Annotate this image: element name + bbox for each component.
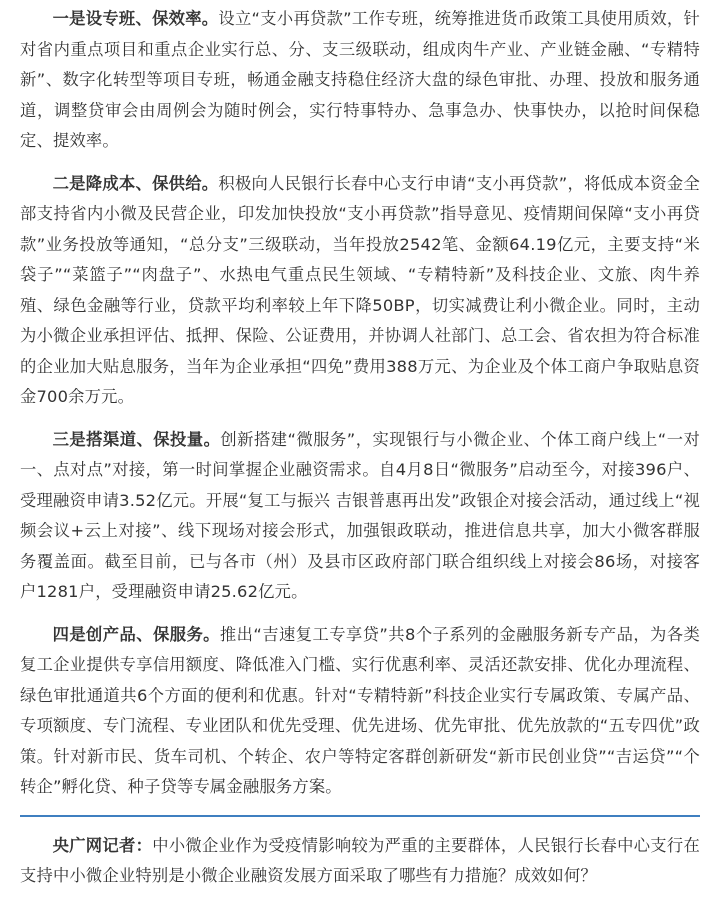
paragraph-4-text: 推出“吉速复工专享贷”共8个子系列的金融服务新专产品，为各类复工企业提供专享信用额度、降低准入门槛、实行优惠利率、灵活还款安排、优化办理流程、绿色审批通道共6个方面的便利和优惠。针对“专精特新”科技企业实行专属政策、专属产品、专项额度、专门流程、专业团队和优先受理、优先进场、优先审批、优先放款的“五专四优”政策。针对新市民、货车司机、个转企、农户等特定客群创新研发“新市民创业贷”“吉运贷”“个转企”孵化贷、种子贷等专属金融服务方案。	[20, 624, 700, 796]
paragraph-1	[20, 0, 700, 157]
paragraph-1-lead: 一是设专班、保效率。	[52, 9, 219, 28]
reporter-question-text: 中小微企业作为受疫情影响较为严重的主要群体，人民银行长春中心支行在支持中小微企业特别是小微企业融资发展方面采取了哪些有力措施？成效如何？	[20, 835, 700, 885]
paragraph-1-text: 设立“支小再贷款”工作专班，统筹推进货币政策工具使用质效，针对省内重点项目和重点企业实行总、分、支三级联动，组成肉牛产业、产业链金融、“专精特新”、数字化转型等项目专班，畅通金融支持稳住经济大盘的绿色审批、办理、投放和服务通道，调整贷审会由周例会为随时例会，实行特事特办、急事急办、快事快办，以抢时间保稳定、提效率。	[20, 9, 700, 150]
paragraph-2	[20, 169, 700, 413]
reporter-speaker: 央广网记者：	[52, 835, 153, 855]
paragraph-4-lead: 四是创产品、保服务。	[52, 624, 220, 644]
paragraph-2-text: 积极向人民银行长春中心支行申请“支小再贷款”，将低成本资金全部支持省内小微及民营企业，印发加快投放“支小再贷款”指导意见、疫情期间保障“支小再贷款”业务投放等通知，“总分支”三级联动，当年投放2542笔、金额64.19亿元，主要支持“米袋子”“菜篮子”“肉盘子”、水热电气重点民生领域、“专精特新”及科技企业、文旅、肉牛养殖、绿色金融等行业，贷款平均利率较上年下降50BP，切实减费让利小微企业。同时，主动为小微企业承担评估、抵押、保险、公证费用，并协调人社部门、总工会、省农担为符合标准的企业加大贴息服务，当年为企业承担“四免”费用388万元、为企业及个体工商户争取贴息资金700余万元。	[20, 173, 700, 406]
paragraph-2-lead: 二是降成本、保供给。	[52, 173, 219, 193]
paragraph-3	[20, 425, 700, 608]
section-divider	[20, 815, 700, 817]
paragraph-3-lead: 三是搭渠道、保投量。	[52, 429, 221, 449]
paragraph-4	[20, 620, 700, 803]
reporter-question	[20, 831, 700, 892]
paragraph-3-text: 创新搭建“微服务”，实现银行与小微企业、个体工商户线上“一对一、点对点”对接，第一时间掌握企业融资需求。自4月8日“微服务”启动至今，对接396户、受理融资申请3.52亿元。开展“复工与振兴 吉银普惠再出发”政银企对接会活动，通过线上“视频会议+云上对接”、线下现场对接会形式，加强银政联动，推进信息共享，加大小微客群服务覆盖面。截至目前，已与各市（州）及县市区政府部门联合组织线上对接会86场，对接客户1281户，受理融资申请25.62亿元。	[20, 429, 700, 601]
